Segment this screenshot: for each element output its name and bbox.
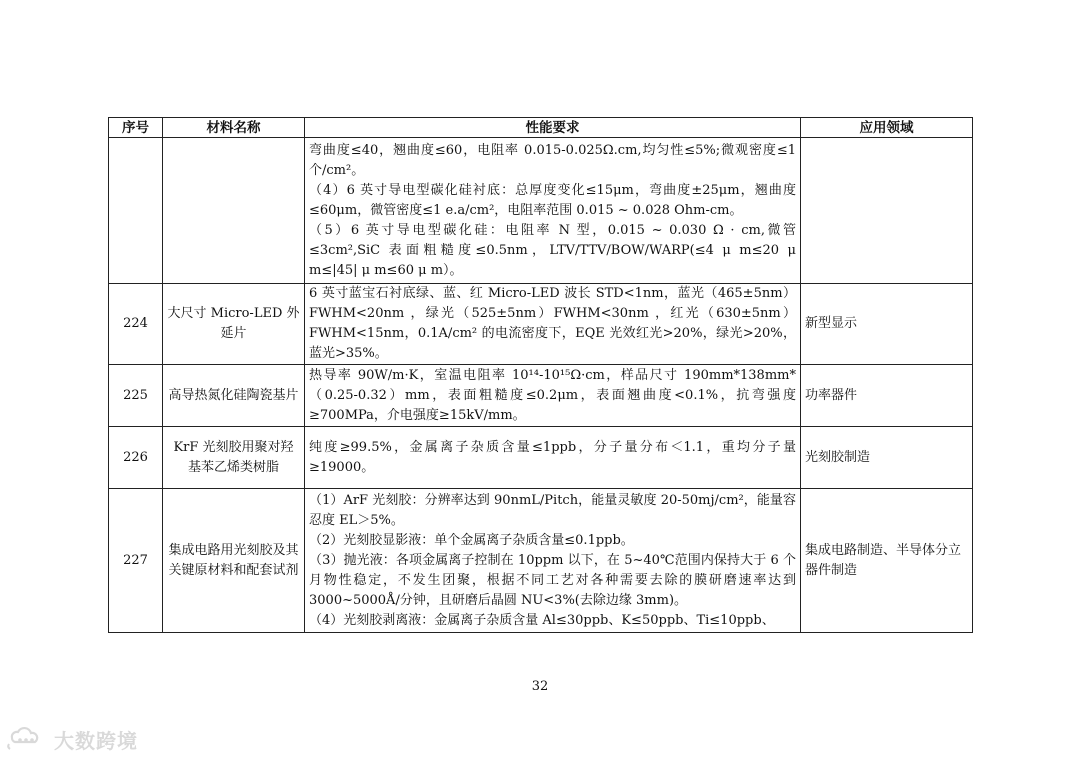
row-application: 集成电路制造、半导体分立器件制造 <box>801 489 973 633</box>
row-application: 光刻胶制造 <box>801 427 973 489</box>
table-row-225 <box>109 365 973 427</box>
requirement-line: 热导率 90W/m·K，室温电阻率 10¹⁴-10¹⁵Ω·cm，样品尺寸 190mm*138mm*（0.25-0.32）mm，表面粗糙度≤0.2μm，表面翘曲度<0.1%，抗弯强度≥700MPa，介电强度≥15kV/mm。 <box>309 367 796 423</box>
requirement-line: （3）抛光液：各项金属离子控制在 10ppm 以下，在 5~40℃范围内保持大于 6 个月物性稳定，不发生团聚，根据不同工艺对各种需要去除的膜研磨速率达到 3000~5000Å/分钟，且研磨后晶圆 NU<3%(去除边缘 3mm)。 <box>309 552 796 608</box>
requirement-line: 纯度≥99.5%，金属离子杂质含量≤1ppb，分子量分布＜1.1，重均分子量≥19000。 <box>309 439 796 475</box>
table-row-224 <box>109 284 973 365</box>
requirement-line: （1）ArF 光刻胶：分辨率达到 90nmL/Pitch，能量灵敏度 20-50mj/cm²，能量容忍度 EL＞5%。 <box>309 492 796 528</box>
row-number: 226 <box>109 427 163 489</box>
materials-table <box>108 117 973 633</box>
row-material-name: KrF 光刻胶用聚对羟基苯乙烯类树脂 <box>163 427 305 489</box>
table-header-row <box>109 118 973 138</box>
requirement-line: （4）6 英寸导电型碳化硅衬底：总厚度变化≤15μm，弯曲度±25μm，翘曲度≤60μm，微管密度≤1 e.a/cm²，电阻率范围 0.015 ~ 0.028 Ohm-cm。 <box>309 182 796 218</box>
header-application: 应用领域 <box>801 118 973 138</box>
requirement-line: （4）光刻胶剥离液：金属离子杂质含量 Al≤30ppb、K≤50ppb、Ti≤10ppb、 <box>309 612 775 628</box>
requirement-line: 6 英寸蓝宝石衬底绿、蓝、红 Micro-LED 波长 STD<1nm，蓝光（465±5nm）FWHM<20nm ，绿光（525±5nm）FWHM<30nm ，红光（630±5nm）FWHM<15nm，0.1A/cm² 的电流密度下，EQE 光效红光>20%，绿光>20%，蓝光>35%。 <box>309 286 796 361</box>
row-number <box>109 138 163 284</box>
header-number: 序号 <box>109 118 163 138</box>
row-requirements <box>305 365 801 427</box>
row-application <box>801 138 973 284</box>
row-material-name <box>163 138 305 284</box>
row-requirements <box>305 284 801 365</box>
table-row-continued <box>109 138 973 284</box>
row-material-name: 高导热氮化硅陶瓷基片 <box>163 365 305 427</box>
row-requirements <box>305 489 801 633</box>
row-number: 224 <box>109 284 163 365</box>
watermark <box>6 724 138 754</box>
requirement-line: 弯曲度≤40，翘曲度≤60，电阻率 0.015-0.025Ω.cm,均匀性≤5%;微观密度≤1个/cm²。 <box>309 142 796 178</box>
requirement-line: （5）6 英寸导电型碳化硅：电阻率 N 型，0.015 ~ 0.030 Ω · cm,微管≤3cm²,SiC 表面粗糙度≤0.5nm，LTV/TTV/BOW/WARP(≤4 μ m≤20 μ m≤|45| μ m≤60 μ m）。 <box>309 222 796 278</box>
table-row-226 <box>109 427 973 489</box>
cloud-logo-icon <box>6 724 54 755</box>
row-number: 227 <box>109 489 163 633</box>
table-row-227 <box>109 489 973 633</box>
page-number: 32 <box>531 679 549 694</box>
row-application: 功率器件 <box>801 365 973 427</box>
requirement-line: （2）光刻胶显影液：单个金属离子杂质含量≤0.1ppb。 <box>309 532 634 548</box>
watermark-text: 大数跨境 <box>54 728 138 753</box>
row-application: 新型显示 <box>801 284 973 365</box>
row-requirements <box>305 138 801 284</box>
row-requirements <box>305 427 801 489</box>
header-requirements: 性能要求 <box>305 118 801 138</box>
row-material-name: 大尺寸 Micro-LED 外延片 <box>163 284 305 365</box>
row-material-name: 集成电路用光刻胶及其关键原材料和配套试剂 <box>163 489 305 633</box>
row-number: 225 <box>109 365 163 427</box>
header-material-name: 材料名称 <box>163 118 305 138</box>
